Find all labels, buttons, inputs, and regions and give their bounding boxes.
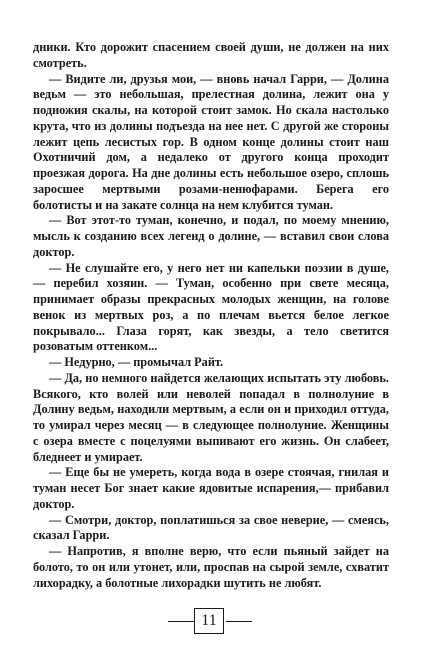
footer-rule-left: [168, 621, 194, 622]
page-footer: [0, 607, 421, 637]
paragraph-8: — Смотри, доктор, поплатишься за свое неверие, — смеясь, сказал Гарри.: [33, 512, 389, 543]
paragraph-3: — Вот этот-то туман, конечно, и подал, по моему мнению, мысль к созданию всех легенд о долине, — вставил свои слова доктор.: [33, 213, 389, 259]
paragraph-1: дники. Кто дорожит спасением своей души, не должен на них смотреть.: [33, 40, 389, 70]
page-number-box: [194, 608, 224, 634]
paragraph-6: — Да, но немного найдется желающих испытать эту любовь. Всякого, кто волей или неволей попадал в полнолуние в Долину ведьм, находили мертвым, а если он и приходил оттуда, то умирал через месяц — в следующее полнолуние. Женщины с озера вместе с поцелуями выпивают его жизнь. Он слабеет, бледнеет и умирает.: [33, 370, 389, 464]
paragraph-2: — Видите ли, друзья мои, — вновь начал Гарри, — Долина ведьм — это небольшая, прелестная долина, лежит она у подножия скалы, на которой стоит замок. Но скала настолько крута, что из долины подъезда на нее нет. С другой же стороны лежит цепь лесистых гор. В одном конце долины стоит наш Охотничий дом, а недалеко от другого конца проходит проезжая дорога. На дне долины есть небольшое озеро, сплошь заросшее мертвыми розами-ненюфарами. Берега его болотисты и на закате солнца на нем клубится туман.: [33, 71, 389, 212]
paragraph-9: — Напротив, я вполне верю, что если пьяный зайдет на болото, то он или утонет, или, проспав на сырой земле, схватит лихорадку, а болотные лихорадки шутить не любят.: [33, 544, 389, 590]
paragraph-5: — Недурно, — промычал Райт.: [49, 355, 224, 369]
page-body: [33, 40, 389, 591]
paragraph-4: — Не слушайте его, у него нет ни капельки поэзии в душе, — перебил хозяин. — Туман, особенно при свете месяца, принимает образы прекрасных молодых женщин, на голове венок из мертвых роз, а по плечам вьется белое легкое покрывало... Глаза горят, как звезды, а тело светится розоватым оттенком...: [33, 260, 389, 354]
page-number: 11: [201, 612, 217, 629]
footer-rule-right: [226, 621, 252, 622]
paragraph-7: — Еще бы не умереть, когда вода в озере стоячая, гнилая и туман несет Бог знает какие ядовитые испарения,— прибавил доктор.: [33, 465, 389, 511]
